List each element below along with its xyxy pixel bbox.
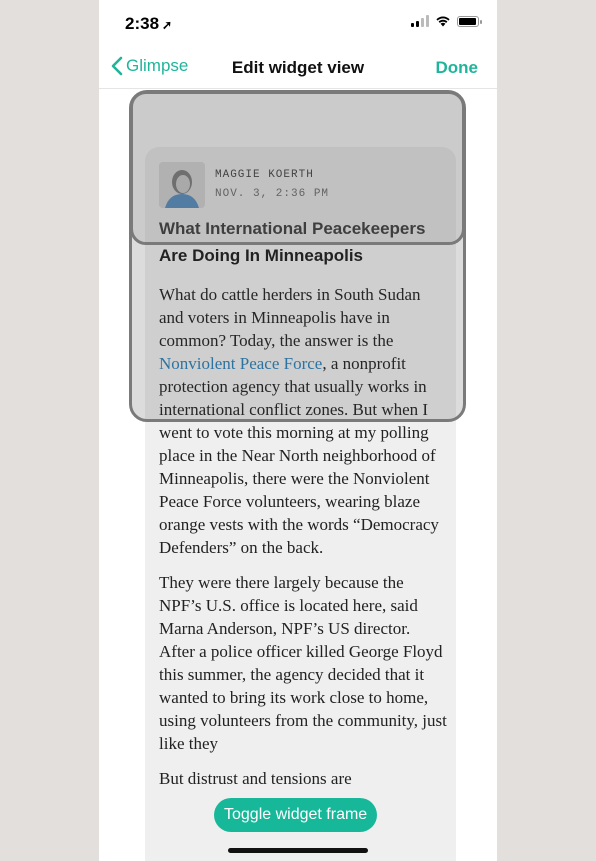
page-title: Edit widget view <box>231 58 365 77</box>
paragraph-3: But distrust and tensions are <box>159 769 352 788</box>
cellular-signal-icon <box>411 15 429 27</box>
status-bar <box>99 0 497 48</box>
paragraph-2: They were there largely because the NPF’s U.S. office is located here, said Marna Anderson, NPF’s US director. After a police officer killed George Floyd this summer, the agency decided that it wanted to bring its work close to home, using volunteers from the community, just like they <box>159 573 447 753</box>
p1-text-a: What do cattle herders in South Sudan and voters in Minneapolis have in common? Today, the answer is the <box>159 285 421 350</box>
widget-frame-small[interactable] <box>130 91 465 245</box>
article-headline: What International Peacekeepers Are Doing In Minneapolis <box>159 219 426 265</box>
home-indicator <box>228 848 368 853</box>
time-text: 2:38 <box>125 14 160 33</box>
location-arrow-icon: ➚ <box>162 18 173 32</box>
status-icons <box>411 15 479 27</box>
status-time <box>125 14 172 34</box>
widget-preview-area <box>99 89 497 861</box>
navigation-bar <box>99 48 497 89</box>
battery-icon <box>457 16 479 27</box>
author-name: MAGGIE KOERTH <box>215 169 314 181</box>
done-button[interactable]: Done <box>435 58 478 77</box>
phone-screen <box>99 0 497 861</box>
wifi-icon <box>435 15 451 27</box>
p1-text-b: , a nonprofit protection agency that usually works in international conflict zones. But when I went to vote this morning at my polling place in the Near North neighborhood of Minneapolis, there were the Nonviolent Peace Force volunteers, wearing blaze orange vests with the words “Democracy Defenders” on the back. <box>159 354 439 557</box>
toggle-widget-frame-button[interactable]: Toggle widget frame <box>214 798 377 832</box>
nonviolent-peace-force-link[interactable]: Nonviolent Peace Force <box>159 354 323 373</box>
back-button-label: Glimpse <box>126 56 189 75</box>
article-date: NOV. 3, 2:36 PM <box>215 188 330 200</box>
